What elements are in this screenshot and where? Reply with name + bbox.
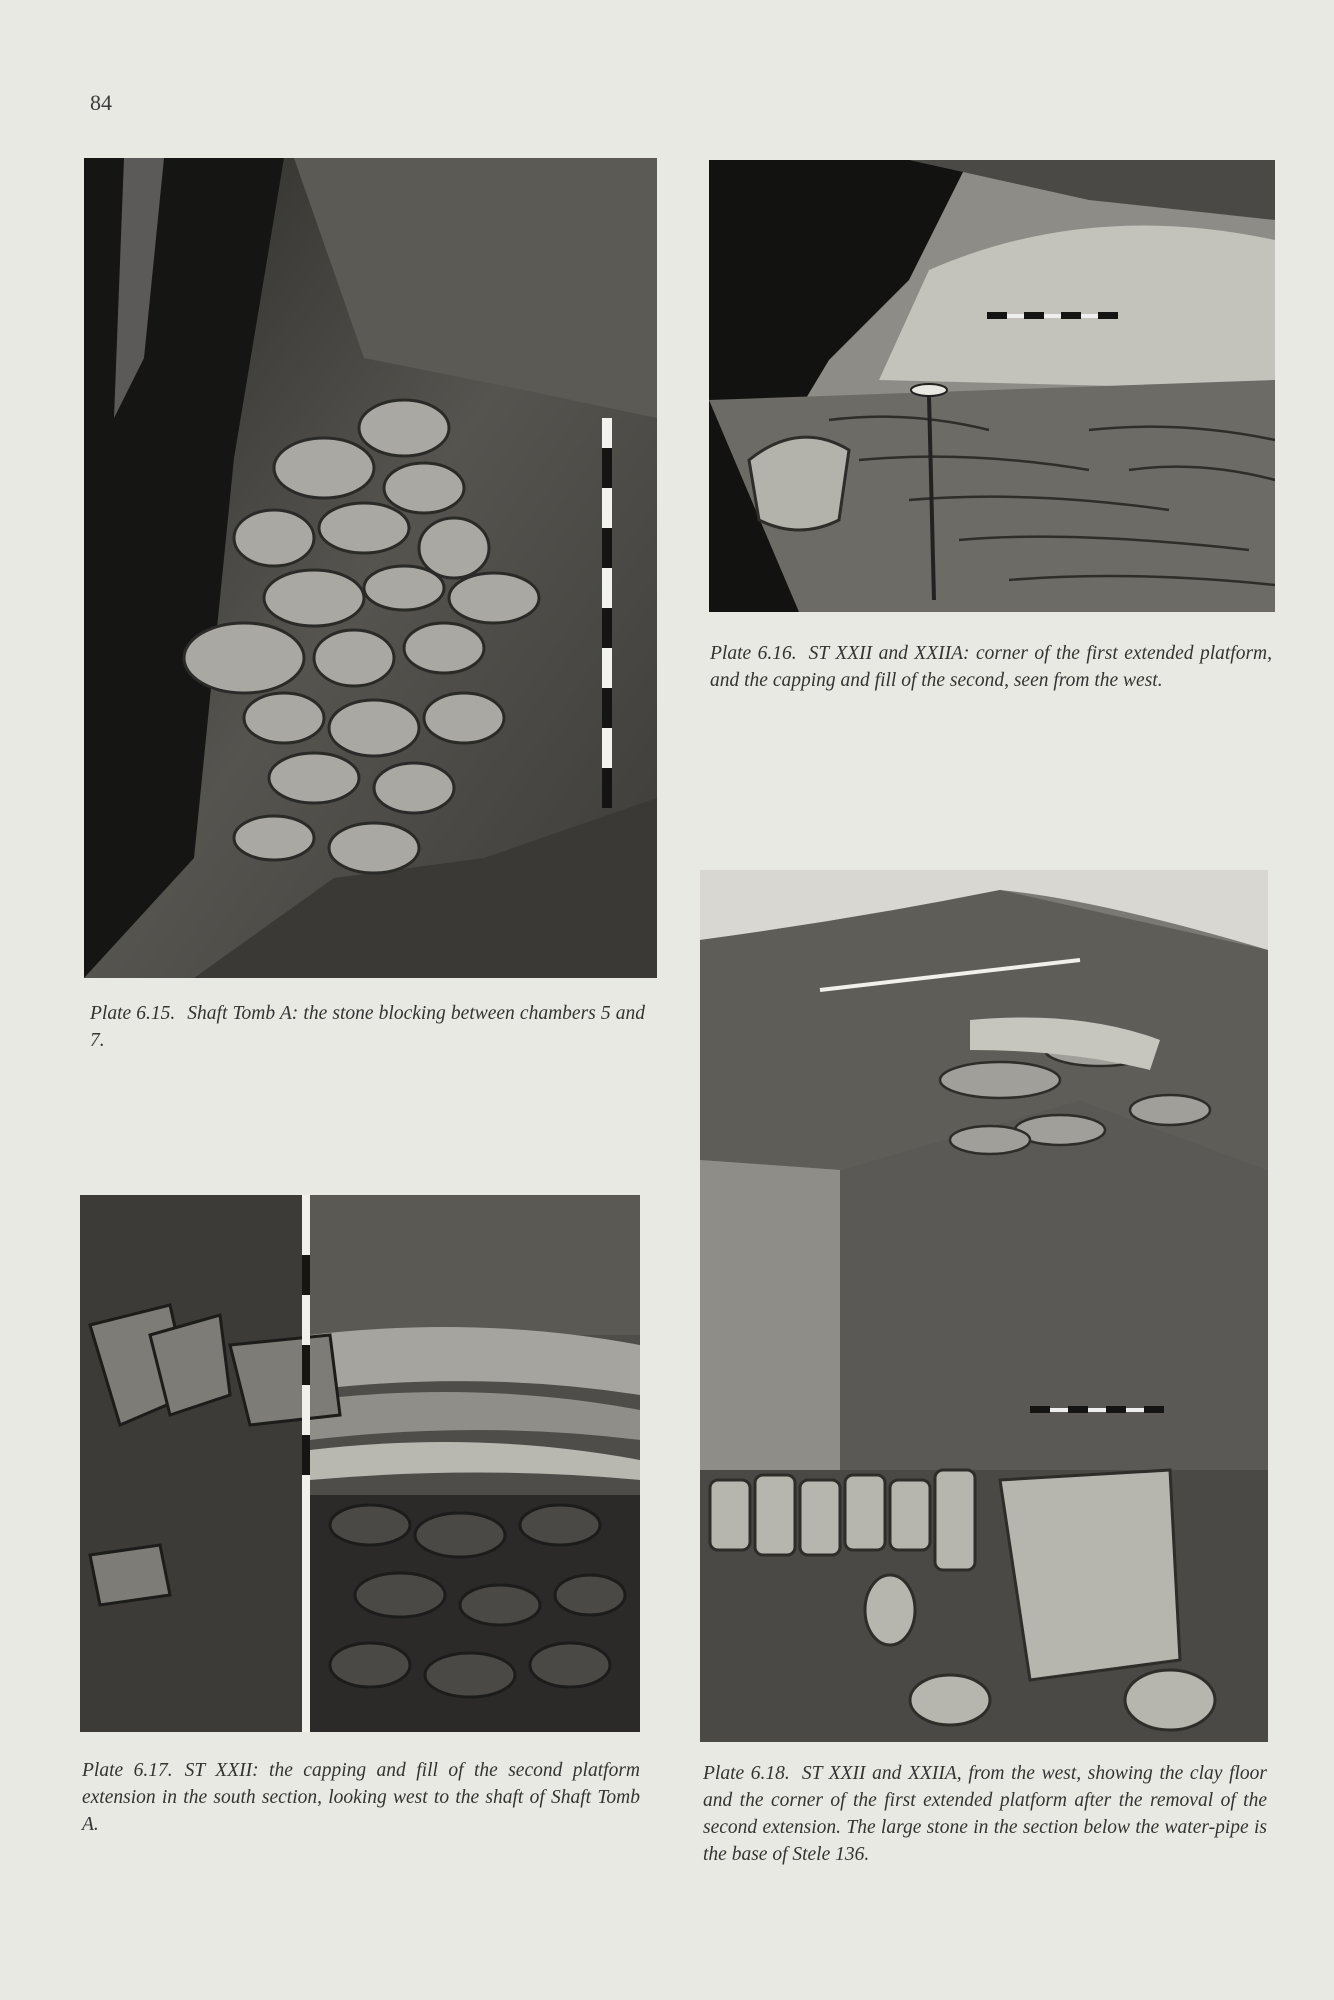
platform-corner-illustration xyxy=(709,160,1275,612)
plate-6-15-label: Plate 6.15. xyxy=(90,1003,176,1024)
stone-blocking-illustration xyxy=(84,158,657,978)
plate-6-18-caption xyxy=(703,1760,1267,1868)
plate-6-15-caption xyxy=(90,1000,645,1054)
plate-6-16-label: Plate 6.16. xyxy=(710,643,797,664)
plate-6-16-photo xyxy=(709,160,1275,612)
plate-6-18-text: ST XXII and XXIIA, from the west, showing the clay floor and the corner of the first extended platform after the removal of the second extension. The large stone in the section below the water-pipe is the base of Stele 136. xyxy=(703,1763,1267,1865)
plate-6-17-caption xyxy=(82,1757,640,1838)
plate-6-18-label: Plate 6.18. xyxy=(703,1763,790,1784)
plate-6-16-text: ST XXII and XXIIA: corner of the first extended platform, and the capping and fill of the second, seen from the west. xyxy=(710,643,1273,691)
plate-6-15-text: Shaft Tomb A: the stone blocking between chambers 5 and 7. xyxy=(90,1003,645,1051)
plate-6-18-photo xyxy=(700,870,1268,1742)
plate-6-15-photo xyxy=(84,158,657,978)
plate-6-17-label: Plate 6.17. xyxy=(82,1760,173,1781)
south-section-illustration xyxy=(80,1195,640,1732)
clay-floor-illustration xyxy=(700,870,1268,1742)
plate-6-17-text: ST XXII: the capping and fill of the second platform extension in the south section, looking west to the shaft of Shaft Tomb A. xyxy=(82,1760,640,1835)
plate-6-17-photo xyxy=(80,1195,640,1732)
plate-6-16-caption xyxy=(710,640,1272,694)
page-number: 84 xyxy=(90,90,112,115)
